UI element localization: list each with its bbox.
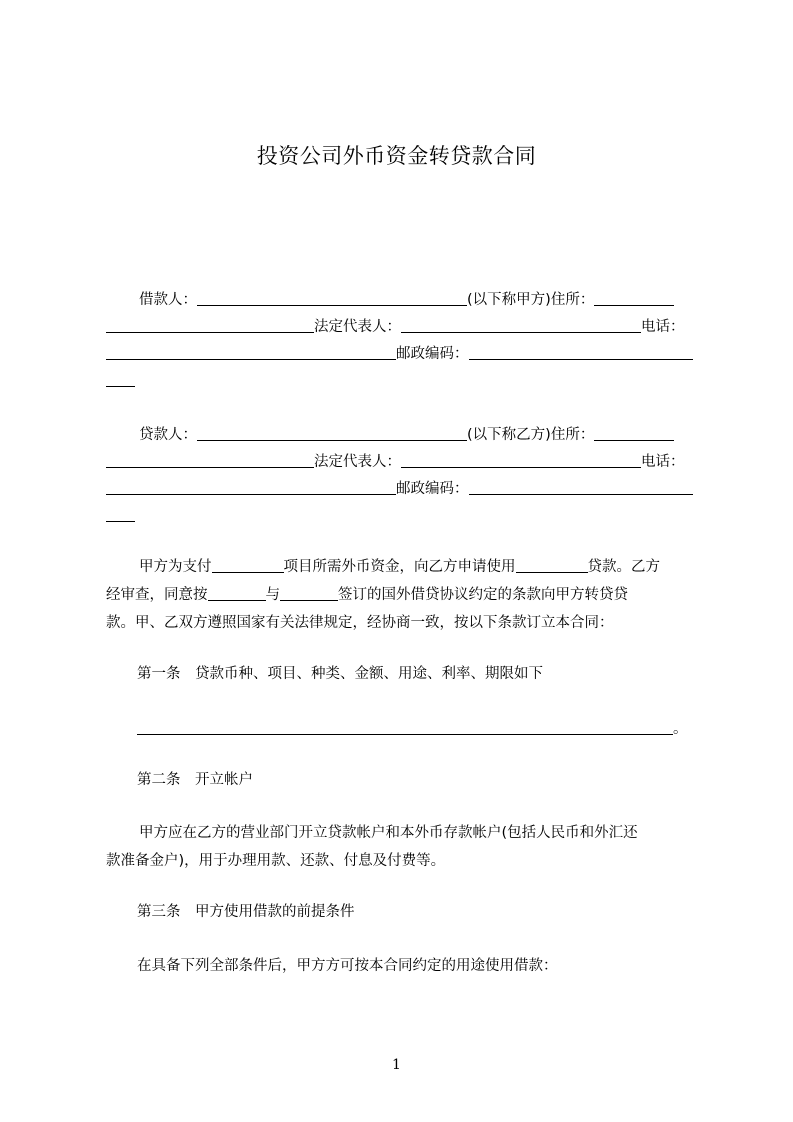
party-a-blank[interactable] (208, 599, 266, 601)
preamble-text-2a: 经审查，同意按 (106, 587, 208, 603)
preamble-text-2b: 与 (265, 587, 280, 603)
preamble-text-1b: 项目所需外币资金，向乙方申请使用 (283, 559, 516, 575)
lender-address-blank-cont[interactable] (106, 466, 314, 468)
borrower-name-blank[interactable] (197, 304, 467, 306)
lender-line-2 (106, 449, 685, 475)
lender-alias: (以下称乙方) (467, 427, 551, 443)
lender-postal-label: 邮政编码： (396, 481, 469, 497)
article-1-heading-text: 第一条 贷款币种、项目、种类、金额、用途、利率、期限如下 (137, 666, 543, 682)
lender-rep-label: 法定代表人： (314, 454, 401, 470)
lender-line-1 (139, 422, 674, 448)
article-2-body-text-1: 甲方应在乙方的营业部门开立贷款帐户和本外币存款帐户(包括人民币和外汇还 (139, 825, 638, 841)
lender-line-3 (106, 476, 693, 502)
lender-address-label: 住所： (550, 427, 595, 443)
lender-address-blank[interactable] (594, 439, 674, 441)
lender-phone-blank[interactable] (106, 493, 396, 495)
article-3-body-1 (137, 953, 558, 979)
article-1-fill-line (137, 716, 688, 742)
lender-label: 贷款人： (139, 427, 197, 443)
borrower-phone-blank[interactable] (106, 358, 396, 360)
borrower-line-1 (139, 287, 674, 313)
lender-phone-label: 电话： (641, 454, 685, 470)
lender-postal-blank[interactable] (469, 493, 693, 495)
document-title: 投资公司外币资金转贷款合同 (256, 144, 537, 168)
borrower-postal-blank-cont[interactable] (106, 385, 135, 387)
article-2-heading (137, 767, 253, 793)
preamble-text-2c: 签订的国外借贷协议约定的条款向甲方转贷贷 (338, 587, 628, 603)
article-1-blank[interactable] (137, 733, 673, 735)
borrower-line-2 (106, 314, 685, 340)
article-2-body-2 (106, 848, 445, 874)
preamble-line-2 (106, 582, 628, 608)
borrower-phone-label: 电话： (641, 319, 685, 335)
article-1-end-mark: 。 (673, 721, 688, 737)
borrower-address-blank-cont[interactable] (106, 331, 314, 333)
page-number: 1 (392, 1057, 401, 1073)
lender-name-blank[interactable] (197, 439, 467, 441)
preamble-text-3: 款。甲、乙双方遵照国家有关法律规定，经协商一致，按以下条款订立本合同： (106, 615, 614, 631)
borrower-line-4 (106, 368, 135, 394)
lender-line-4 (106, 503, 135, 529)
preamble-line-3 (106, 610, 614, 636)
lender-postal-blank-cont[interactable] (106, 520, 135, 522)
borrower-rep-blank[interactable] (401, 331, 641, 333)
borrower-postal-label: 邮政编码： (396, 346, 469, 362)
article-3-heading (137, 899, 355, 925)
preamble-text-1a: 甲方为支付 (139, 559, 212, 575)
borrower-postal-blank[interactable] (469, 358, 693, 360)
borrower-address-label: 住所： (550, 292, 595, 308)
preamble-text-1c: 贷款。乙方 (587, 559, 660, 575)
borrower-label: 借款人： (139, 292, 197, 308)
article-3-body-text-1: 在具备下列全部条件后，甲方方可按本合同约定的用途使用借款： (137, 958, 558, 974)
lender-rep-blank[interactable] (401, 466, 641, 468)
party-b-blank[interactable] (280, 599, 338, 601)
borrower-alias: (以下称甲方) (467, 292, 551, 308)
loan-type-blank[interactable] (516, 571, 588, 573)
borrower-rep-label: 法定代表人： (314, 319, 401, 335)
preamble-line-1 (139, 554, 660, 580)
article-1-heading (137, 661, 543, 687)
borrower-address-blank[interactable] (594, 304, 674, 306)
borrower-line-3 (106, 341, 693, 367)
project-blank[interactable] (212, 571, 284, 573)
article-2-body-1 (139, 820, 638, 846)
article-2-body-text-2: 款准备金户)，用于办理用款、还款、付息及付费等。 (106, 853, 446, 869)
article-3-heading-text: 第三条 甲方使用借款的前提条件 (137, 904, 355, 920)
article-2-heading-text: 第二条 开立帐户 (137, 772, 253, 788)
